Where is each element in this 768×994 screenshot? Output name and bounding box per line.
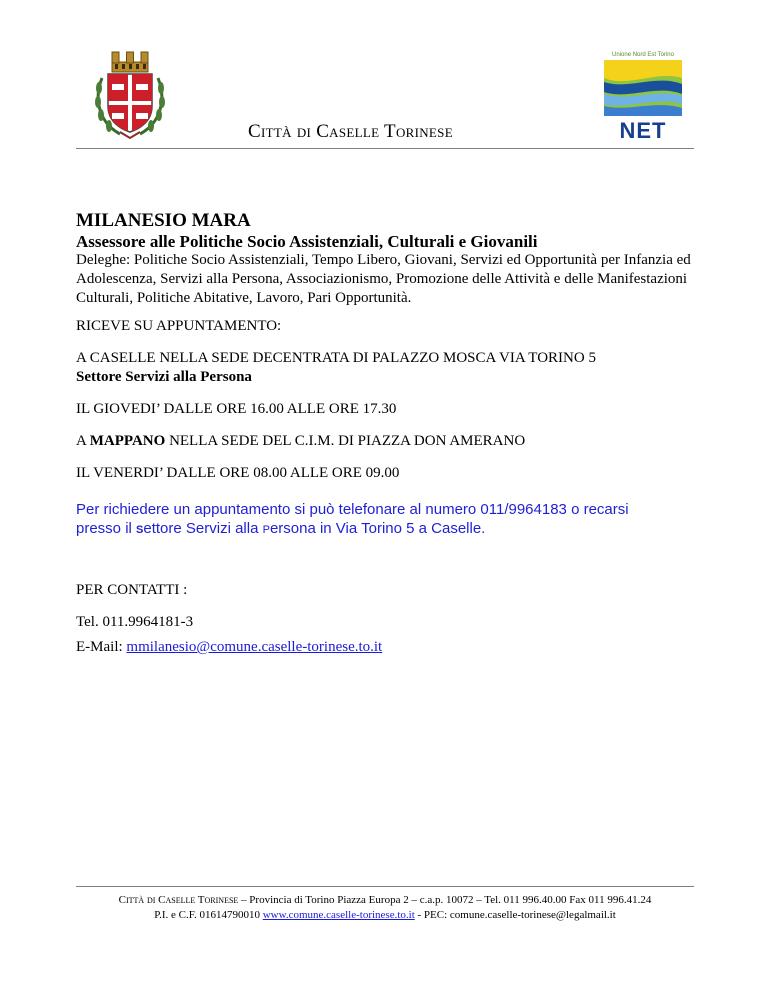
- notice-p-letter: P: [262, 524, 270, 536]
- notice-s-letter: S: [136, 524, 144, 536]
- footer-pec: - PEC: comune.caselle-torinese@legalmail.it: [414, 909, 616, 921]
- person-name: MILANESIO MARA: [76, 210, 251, 231]
- friday-hours: IL VENERDI’ DALLE ORE 08.00 ALLE ORE 09.00: [76, 465, 400, 481]
- notice-part1: Per richiedere un appuntamento si può telefonare al numero 011/9964183 o recarsi presso il: [76, 501, 629, 537]
- net-union-logo: [598, 48, 688, 144]
- location-mappano-prefix: A: [76, 433, 90, 449]
- footer-divider: [76, 886, 694, 887]
- town-title: Città di Caselle Torinese: [248, 121, 453, 142]
- location-mappano-place: MAPPANO: [89, 433, 166, 449]
- location-mappano: [76, 433, 525, 450]
- footer-line-2: [76, 909, 694, 921]
- email-label: E-Mail:: [76, 639, 127, 655]
- net-logo-caption: Unione Nord Est Torino: [612, 52, 674, 58]
- location-caselle: A CASELLE NELLA SEDE DECENTRATA DI PALAZZO MOSCA VIA TORINO 5: [76, 350, 596, 366]
- appointment-notice: [76, 500, 676, 540]
- office-name: Settore Servizi alla Persona: [76, 369, 252, 385]
- contact-phone: Tel. 011.9964181-3: [76, 614, 194, 630]
- person-role: Assessore alle Politiche Socio Assistenziali, Culturali e Giovanili: [76, 232, 538, 251]
- contacts-heading: PER CONTATTI :: [76, 582, 188, 598]
- appointment-intro: RICEVE SU APPUNTAMENTO:: [76, 318, 282, 334]
- contact-email: [76, 639, 382, 656]
- footer-line-1: [76, 894, 694, 906]
- town-crest-logo: [92, 48, 168, 142]
- footer-address: – Provincia di Torino Piazza Europa 2 – c.a.p. 10072 – Tel. 011 996.40.00 Fax 011 996.41.24: [238, 894, 652, 906]
- location-mappano-rest: NELLA SEDE DEL C.I.M. DI PIAZZA DON AMERANO: [165, 433, 526, 449]
- email-link[interactable]: mmilanesio@comune.caselle-torinese.to.it: [126, 639, 383, 655]
- header-divider: [76, 148, 694, 149]
- notice-part2: ettore Servizi alla: [143, 520, 263, 537]
- footer-website-link[interactable]: www.comune.caselle-torinese.to.it: [262, 909, 415, 921]
- notice-part3: ersona in Via Torino 5 a Caselle.: [269, 520, 486, 537]
- footer-town: Città di Caselle Torinese: [118, 894, 239, 906]
- thursday-hours: IL GIOVEDI’ DALLE ORE 16.00 ALLE ORE 17.30: [76, 401, 397, 417]
- delegations-text: Deleghe: Politiche Socio Assistenziali, Tempo Libero, Giovani, Servizi ed Opportunità per Infanzia ed Adolescenza, Servizi alla Persona, Associazionismo, Promozione delle Attività e delle Manifestazioni Culturali, Politiche Abitative, Lavoro, Pari Opportunità.: [76, 252, 691, 306]
- footer-tax-id: P.I. e C.F. 01614790010: [154, 909, 263, 921]
- net-logo-text: NET: [619, 118, 667, 143]
